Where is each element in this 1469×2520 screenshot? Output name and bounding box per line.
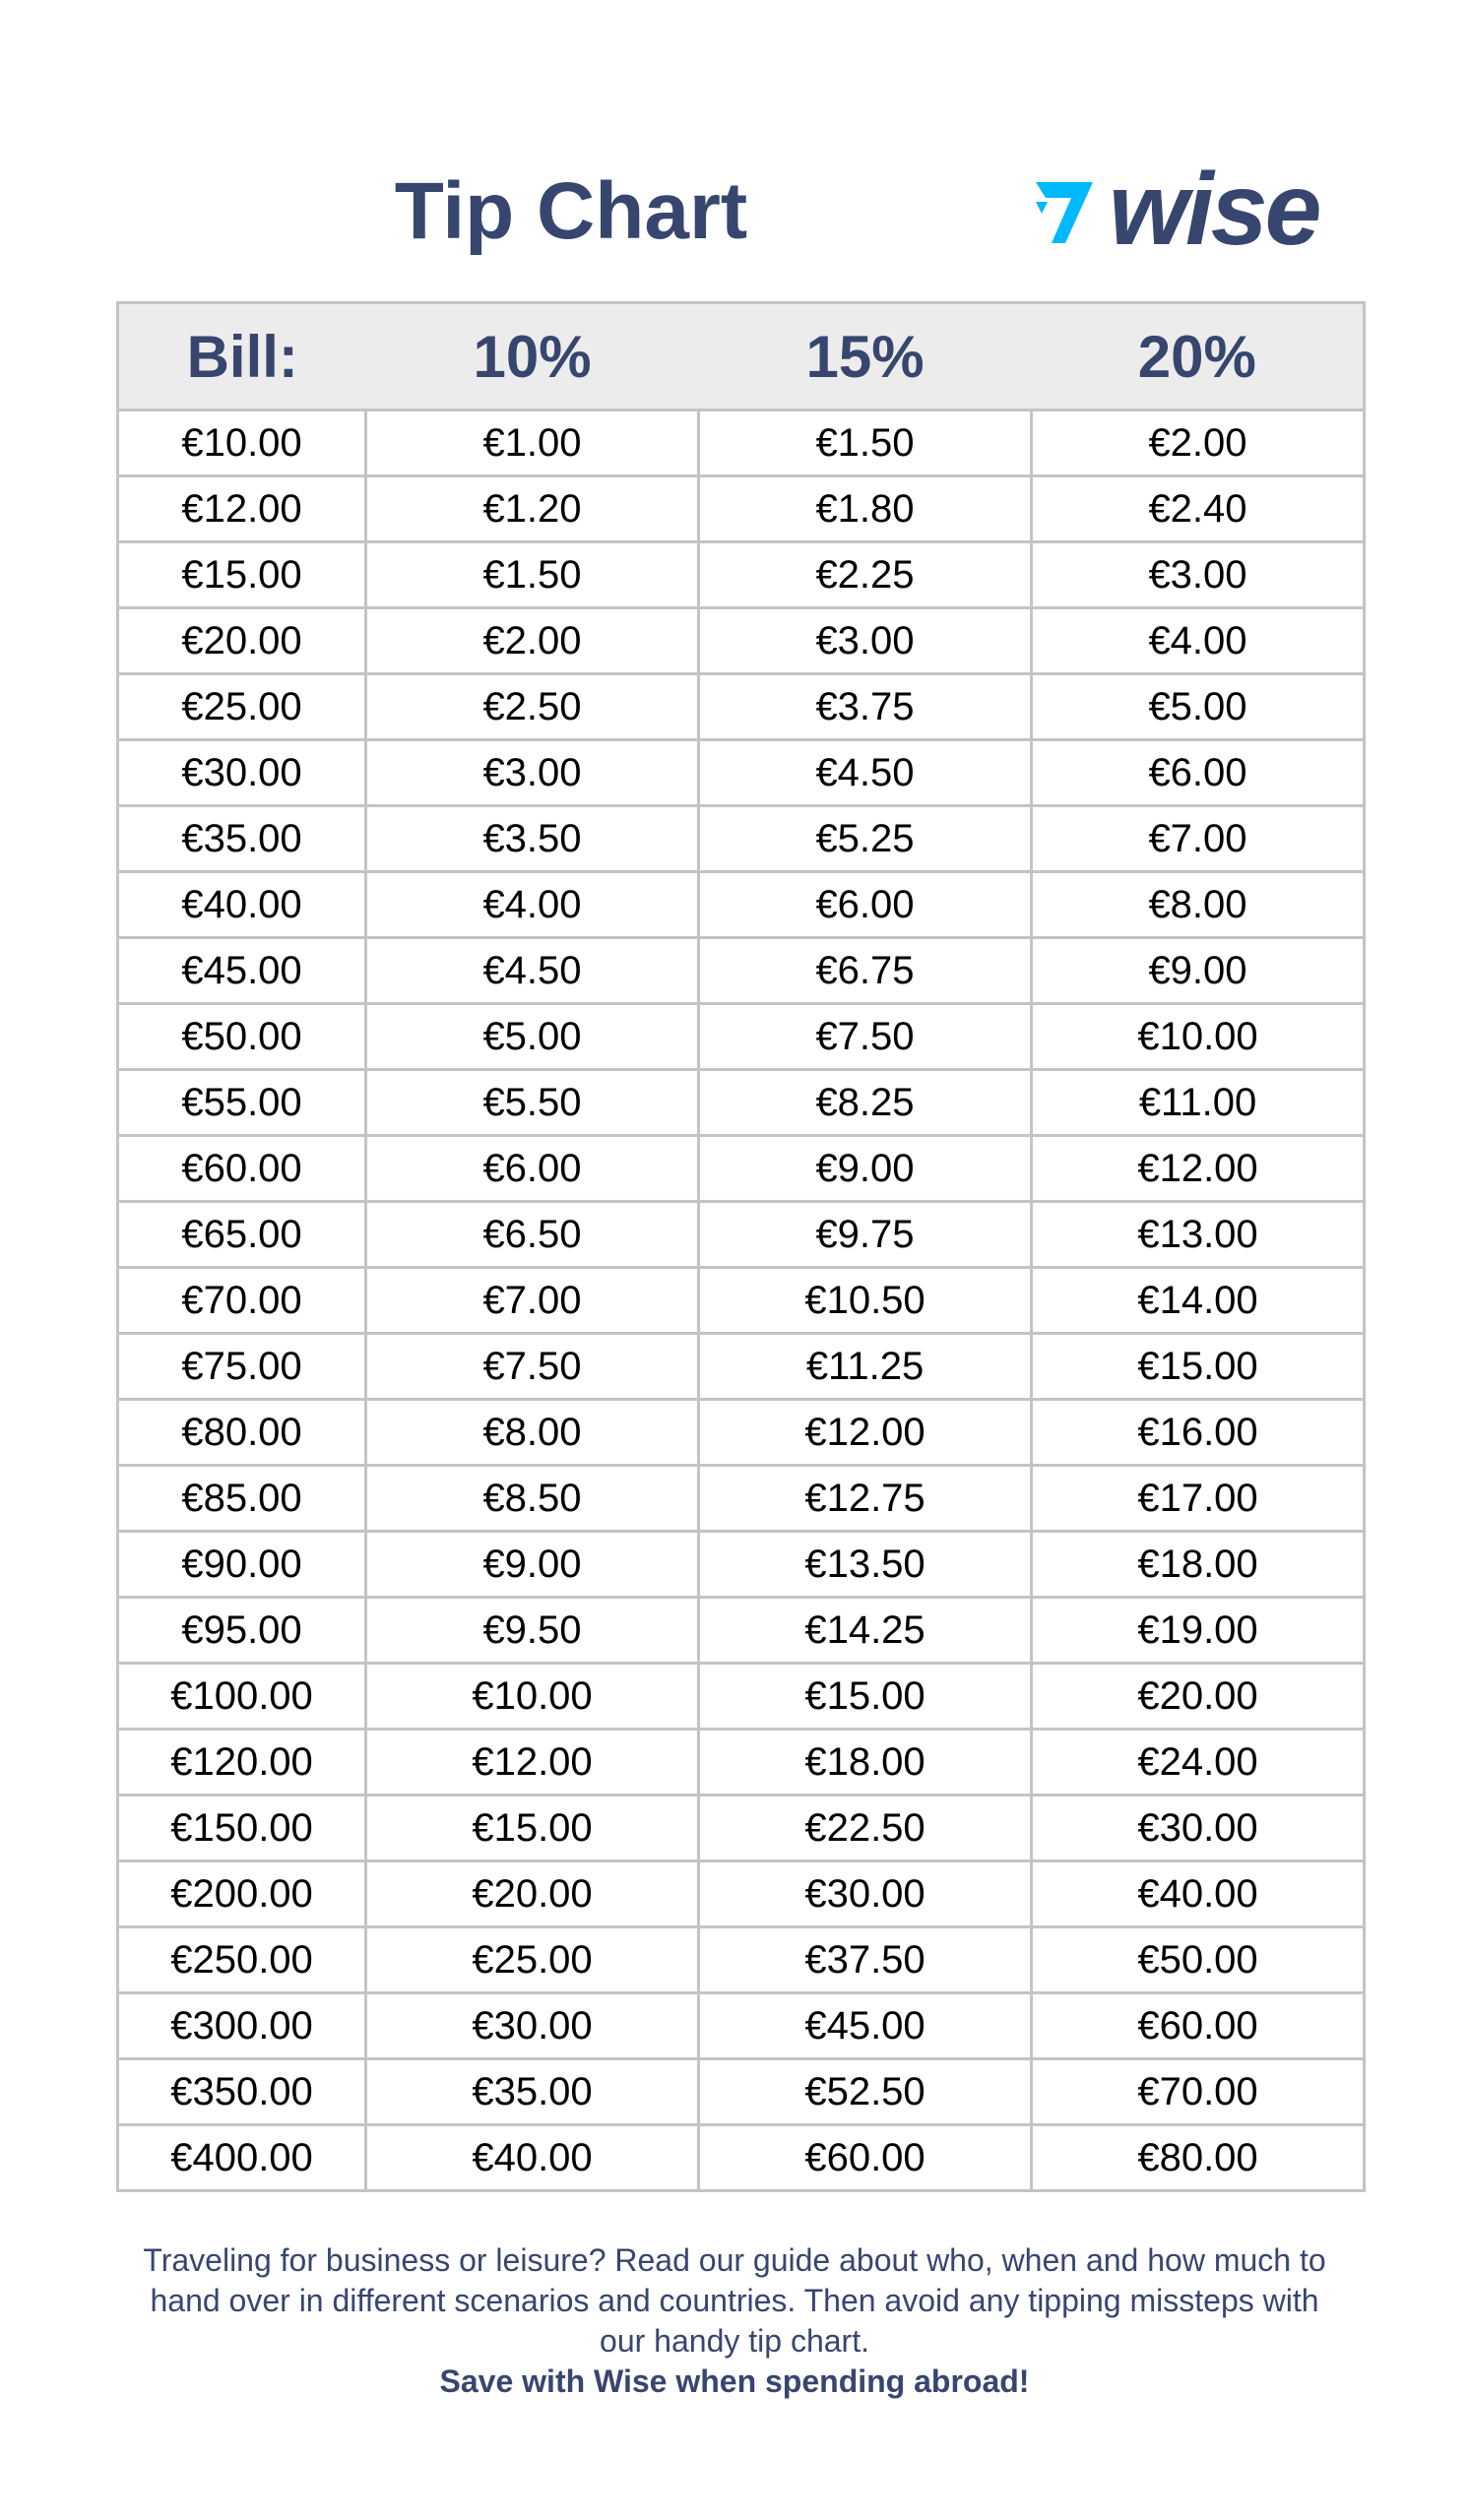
tip-10-cell: €25.00 [366,1927,699,1993]
tip-table [116,301,1366,2192]
tip-15-cell: €60.00 [699,2125,1032,2191]
tip-15-cell: €1.80 [699,476,1032,542]
header-bill: Bill: [118,303,366,410]
tip-10-cell: €3.50 [366,806,699,872]
tip-10-cell: €4.50 [366,938,699,1004]
tip-20-cell: €12.00 [1032,1136,1365,1202]
tip-20-cell: €2.00 [1032,410,1365,476]
wise-wordmark: wise [1109,153,1319,267]
header-20-percent: 20% [1032,303,1365,410]
bill-cell: €15.00 [118,542,366,608]
tip-10-cell: €6.00 [366,1136,699,1202]
tip-20-cell: €7.00 [1032,806,1365,872]
bill-cell: €35.00 [118,806,366,872]
table-row [118,1993,1365,2059]
bill-cell: €90.00 [118,1532,366,1598]
bill-cell: €95.00 [118,1598,366,1664]
bill-cell: €200.00 [118,1861,366,1927]
bill-cell: €350.00 [118,2059,366,2125]
tip-10-cell: €40.00 [366,2125,699,2191]
table-row [118,410,1365,476]
bill-cell: €45.00 [118,938,366,1004]
tip-20-cell: €70.00 [1032,2059,1365,2125]
tip-10-cell: €15.00 [366,1796,699,1861]
tip-15-cell: €1.50 [699,410,1032,476]
bill-cell: €30.00 [118,740,366,806]
tip-10-cell: €35.00 [366,2059,699,2125]
tip-10-cell: €2.00 [366,608,699,674]
tip-10-cell: €5.00 [366,1004,699,1070]
table-row [118,1070,1365,1136]
table-row [118,1334,1365,1400]
page-title: Tip Chart [394,166,748,256]
bill-cell: €120.00 [118,1730,366,1796]
bill-cell: €12.00 [118,476,366,542]
table-row [118,608,1365,674]
tip-10-cell: €1.50 [366,542,699,608]
tip-10-cell: €10.00 [366,1664,699,1730]
bill-cell: €85.00 [118,1466,366,1532]
table-row [118,674,1365,740]
tip-15-cell: €22.50 [699,1796,1032,1861]
tip-20-cell: €6.00 [1032,740,1365,806]
bill-cell: €20.00 [118,608,366,674]
tip-10-cell: €12.00 [366,1730,699,1796]
tip-15-cell: €37.50 [699,1927,1032,1993]
tip-10-cell: €20.00 [366,1861,699,1927]
tip-15-cell: €30.00 [699,1861,1032,1927]
tip-15-cell: €13.50 [699,1532,1032,1598]
bill-cell: €300.00 [118,1993,366,2059]
bill-cell: €50.00 [118,1004,366,1070]
tip-20-cell: €11.00 [1032,1070,1365,1136]
tip-10-cell: €9.50 [366,1598,699,1664]
tip-20-cell: €24.00 [1032,1730,1365,1796]
header-10-percent: 10% [366,303,699,410]
bill-cell: €70.00 [118,1268,366,1334]
tip-15-cell: €12.00 [699,1400,1032,1466]
bill-cell: €400.00 [118,2125,366,2191]
tip-10-cell: €1.20 [366,476,699,542]
tip-10-cell: €30.00 [366,1993,699,2059]
tip-10-cell: €6.50 [366,1202,699,1268]
tip-15-cell: €3.75 [699,674,1032,740]
tip-15-cell: €8.25 [699,1070,1032,1136]
tip-10-cell: €8.50 [366,1466,699,1532]
tip-10-cell: €7.50 [366,1334,699,1400]
tip-15-cell: €45.00 [699,1993,1032,2059]
table-row [118,1268,1365,1334]
tip-20-cell: €19.00 [1032,1598,1365,1664]
tip-10-cell: €2.50 [366,674,699,740]
tip-20-cell: €15.00 [1032,1334,1365,1400]
table-row [118,1532,1365,1598]
tip-20-cell: €5.00 [1032,674,1365,740]
tip-15-cell: €9.75 [699,1202,1032,1268]
tip-10-cell: €5.50 [366,1070,699,1136]
tip-15-cell: €6.00 [699,872,1032,938]
tip-20-cell: €14.00 [1032,1268,1365,1334]
tip-15-cell: €3.00 [699,608,1032,674]
tip-20-cell: €9.00 [1032,938,1365,1004]
tip-15-cell: €12.75 [699,1466,1032,1532]
tip-20-cell: €8.00 [1032,872,1365,938]
bill-cell: €250.00 [118,1927,366,1993]
tip-20-cell: €17.00 [1032,1466,1365,1532]
bill-cell: €25.00 [118,674,366,740]
bill-cell: €60.00 [118,1136,366,1202]
tip-20-cell: €10.00 [1032,1004,1365,1070]
tip-10-cell: €3.00 [366,740,699,806]
table-row [118,1202,1365,1268]
tip-15-cell: €52.50 [699,2059,1032,2125]
tip-20-cell: €30.00 [1032,1796,1365,1861]
tip-20-cell: €3.00 [1032,542,1365,608]
bill-cell: €150.00 [118,1796,366,1861]
table-row [118,1400,1365,1466]
tip-20-cell: €60.00 [1032,1993,1365,2059]
tip-10-cell: €1.00 [366,410,699,476]
tip-20-cell: €18.00 [1032,1532,1365,1598]
table-row [118,542,1365,608]
table-row [118,806,1365,872]
tip-15-cell: €6.75 [699,938,1032,1004]
table-row [118,2125,1365,2191]
tip-15-cell: €2.25 [699,542,1032,608]
tip-20-cell: €20.00 [1032,1664,1365,1730]
tip-20-cell: €80.00 [1032,2125,1365,2191]
table-row [118,1004,1365,1070]
tip-10-cell: €7.00 [366,1268,699,1334]
wise-flag-icon [1032,172,1099,247]
bill-cell: €10.00 [118,410,366,476]
header-15-percent: 15% [699,303,1032,410]
tip-15-cell: €10.50 [699,1268,1032,1334]
table-row [118,2059,1365,2125]
tip-15-cell: €4.50 [699,740,1032,806]
tip-15-cell: €5.25 [699,806,1032,872]
tip-10-cell: €8.00 [366,1400,699,1466]
table-row [118,1136,1365,1202]
wise-logo [1032,153,1347,267]
tip-15-cell: €14.25 [699,1598,1032,1664]
tip-15-cell: €18.00 [699,1730,1032,1796]
table-row [118,1861,1365,1927]
footer-text: Traveling for business or leisure? Read our guide about who, when and how much to hand over in different scenarios and countries. Then avoid any tipping missteps with our handy tip chart. [143,2242,1326,2359]
table-row [118,740,1365,806]
table-body [118,410,1365,2191]
tip-20-cell: €50.00 [1032,1927,1365,1993]
bill-cell: €65.00 [118,1202,366,1268]
table-row [118,1664,1365,1730]
tip-10-cell: €4.00 [366,872,699,938]
tip-15-cell: €7.50 [699,1004,1032,1070]
tip-20-cell: €2.40 [1032,476,1365,542]
table-row [118,1598,1365,1664]
table-row [118,1466,1365,1532]
tip-20-cell: €16.00 [1032,1400,1365,1466]
table-row [118,1730,1365,1796]
tip-20-cell: €13.00 [1032,1202,1365,1268]
bill-cell: €55.00 [118,1070,366,1136]
table-row [118,872,1365,938]
tip-20-cell: €40.00 [1032,1861,1365,1927]
tip-15-cell: €15.00 [699,1664,1032,1730]
table-row [118,1927,1365,1993]
tip-15-cell: €9.00 [699,1136,1032,1202]
bill-cell: €40.00 [118,872,366,938]
footer-cta: Save with Wise when spending abroad! [439,2363,1030,2399]
tip-10-cell: €9.00 [366,1532,699,1598]
table-header-row [118,303,1365,410]
table-row [118,1796,1365,1861]
table-row [118,476,1365,542]
tip-15-cell: €11.25 [699,1334,1032,1400]
tip-20-cell: €4.00 [1032,608,1365,674]
bill-cell: €100.00 [118,1664,366,1730]
bill-cell: €75.00 [118,1334,366,1400]
footer [138,2240,1331,2402]
table-row [118,938,1365,1004]
bill-cell: €80.00 [118,1400,366,1466]
